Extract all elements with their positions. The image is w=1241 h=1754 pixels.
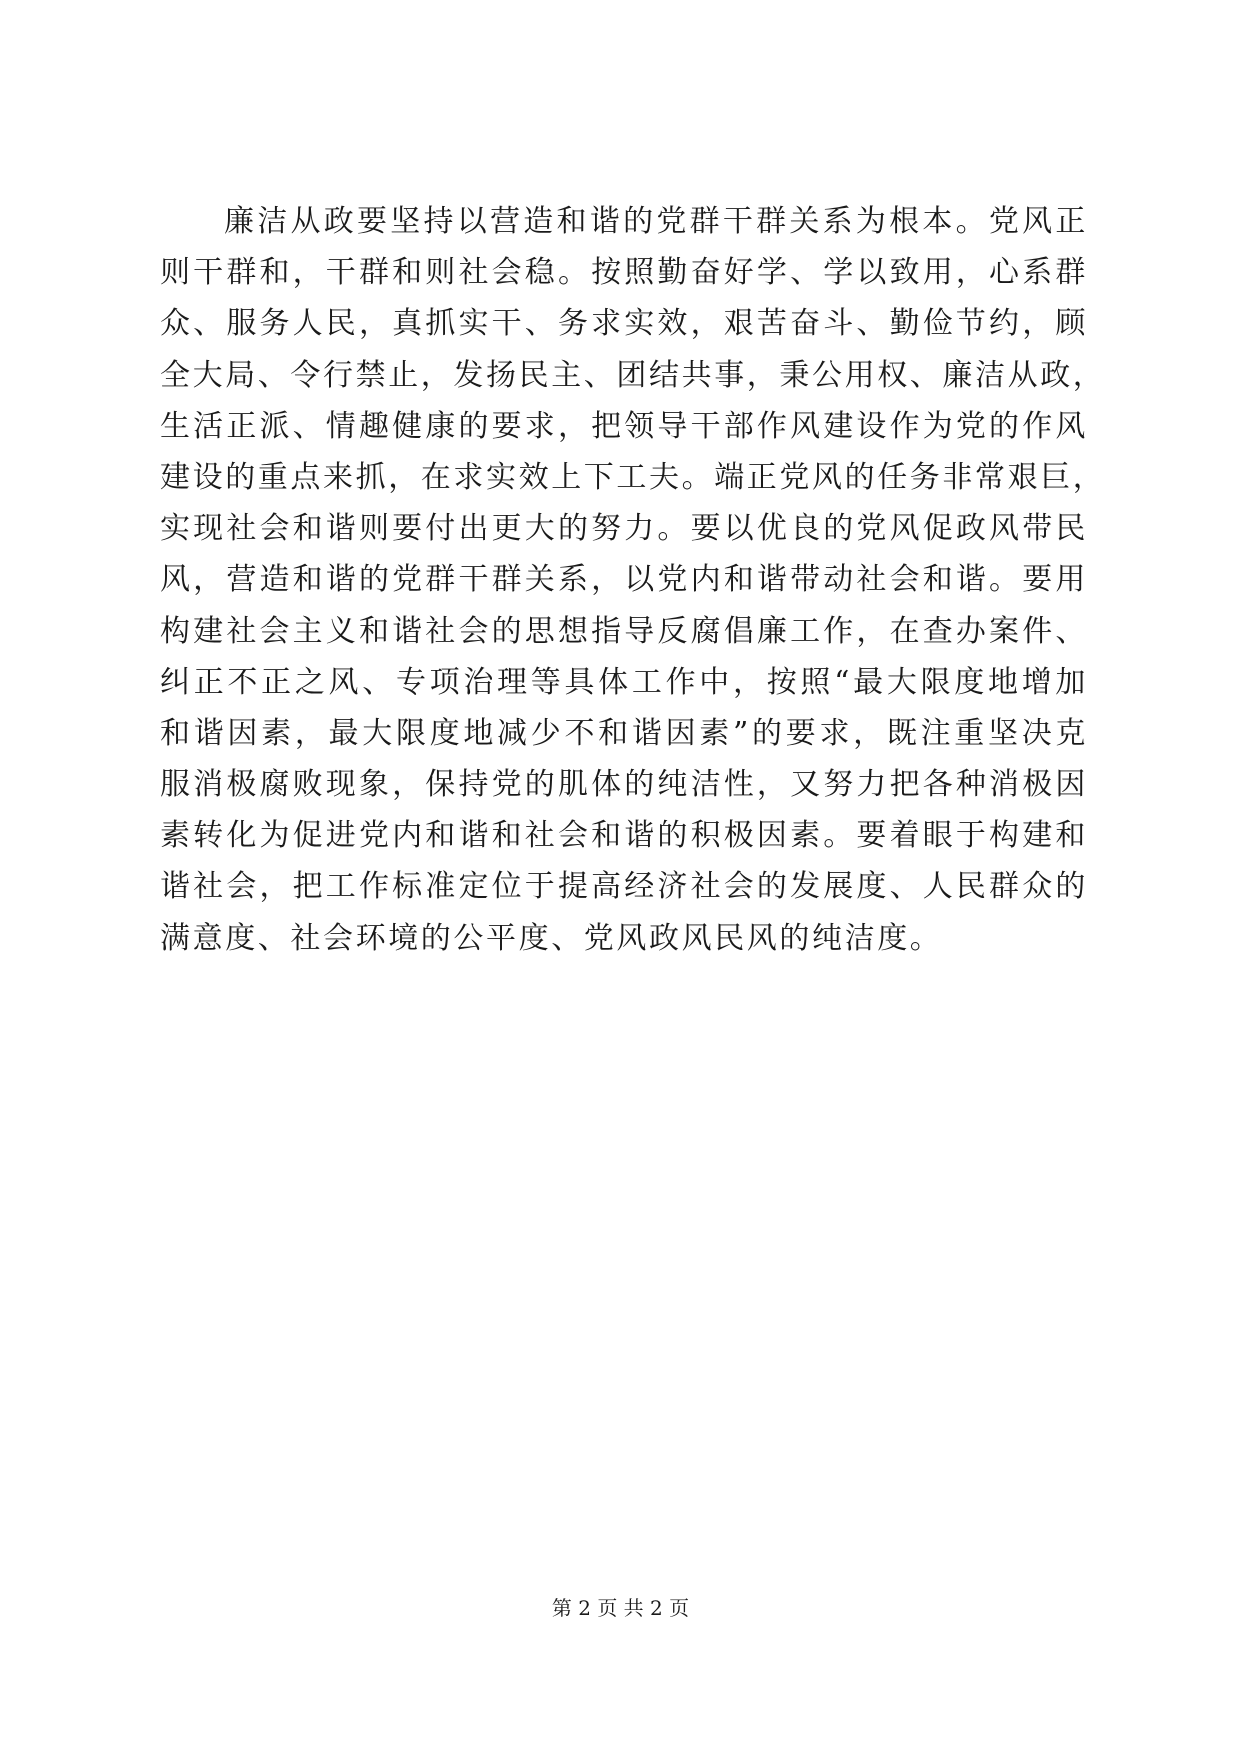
paragraph-line: 众、服务人民，真抓实干、务求实效，艰苦奋斗、勤俭节约，顾 [160,306,1088,342]
paragraph-line: 和谐因素，最大限度地减少不和谐因素”的要求，既注重坚决克 [160,715,1088,751]
paragraph-line: 生活正派、情趣健康的要求，把领导干部作风建设作为党的作风 [160,408,1088,444]
paragraph-line: 构建社会主义和谐社会的思想指导反腐倡廉工作，在查办案件、 [160,613,1088,649]
paragraph-line: 谐社会，把工作标准定位于提高经济社会的发展度、人民群众的 [160,869,1088,905]
paragraph-line: 服消极腐败现象，保持党的肌体的纯洁性，又努力把各种消极因 [160,767,1088,803]
page-number-footer: 第 2 页 共 2 页 [551,1596,690,1620]
body-paragraph [160,196,1106,964]
paragraph-line: 则干群和，干群和则社会稳。按照勤奋好学、学以致用，心系群 [160,255,1088,291]
paragraph-line: 全大局、令行禁止，发扬民主、团结共事，秉公用权、廉洁从政， [160,357,1106,393]
paragraph-line: 纠正不正之风、专项治理等具体工作中，按照“最大限度地增加 [160,664,1088,700]
paragraph-line: 风，营造和谐的党群干群关系，以党内和谐带动社会和谐。要用 [160,562,1088,598]
paragraph-line: 廉洁从政要坚持以营造和谐的党群干群关系为根本。党风正 [224,204,1088,239]
paragraph-line: 素转化为促进党内和谐和社会和谐的积极因素。要着眼于构建和 [160,818,1088,854]
paragraph-line: 满意度、社会环境的公平度、党风政风民风的纯洁度。 [160,920,943,956]
paragraph-line: 建设的重点来抓，在求实效上下工夫。端正党风的任务非常艰巨， [160,459,1106,495]
paragraph-line: 实现社会和谐则要付出更大的努力。要以优良的党风促政风带民 [160,511,1088,547]
